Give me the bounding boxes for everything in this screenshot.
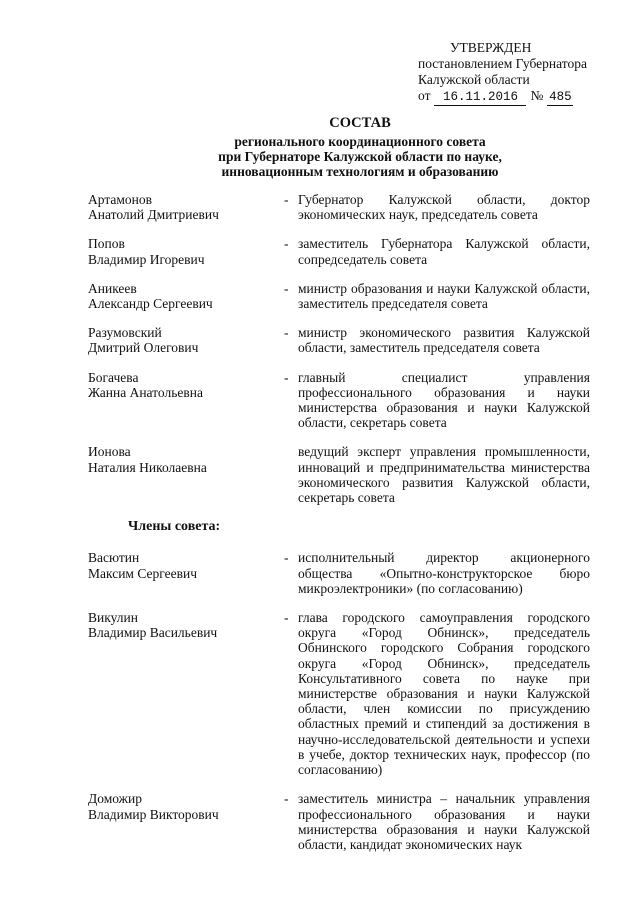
roster-row xyxy=(88,550,598,596)
person-name xyxy=(88,236,284,266)
given-names: Жанна Анатольевна xyxy=(88,384,203,400)
decree-date: 16.11.2016 xyxy=(434,89,526,106)
number-label: № xyxy=(530,88,544,103)
person-role: заместитель Губернатора Калужской области, сопредседатель совета xyxy=(298,236,590,267)
person-role: министр образования и науки Калужской области, заместитель председателя совета xyxy=(298,280,590,312)
roster-row xyxy=(88,370,598,431)
document-title xyxy=(160,116,560,179)
surname: Ионова xyxy=(88,444,131,460)
approval-stamp: УТВЕРЖДЕН xyxy=(450,40,532,55)
person-name xyxy=(88,791,284,852)
surname: Разумовский xyxy=(88,325,162,341)
dash-separator: - xyxy=(284,192,289,207)
surname: Попов xyxy=(88,236,125,252)
given-names: Наталия Николаевна xyxy=(88,459,207,475)
surname: Артамонов xyxy=(88,192,153,207)
person-role: ведущий эксперт управления промышленности, инноваций и предпринимательства министерства экономического развития Калужской области, секретарь совета xyxy=(298,444,590,506)
person-name xyxy=(88,325,284,355)
dash-separator: - xyxy=(284,610,289,626)
surname: Доможир xyxy=(88,791,142,807)
roster-row xyxy=(88,610,598,777)
person-name xyxy=(88,610,284,777)
given-names: Анатолий Дмитриевич xyxy=(88,207,219,223)
surname: Викулин xyxy=(88,610,138,626)
person-role: Губернатор Калужской области, доктор экономических наук, председатель совета xyxy=(298,192,590,223)
approval-line-2: Калужской области xyxy=(418,72,530,87)
decree-number: 485 xyxy=(549,90,572,104)
council-roster xyxy=(88,192,598,866)
roster-row xyxy=(88,236,598,266)
approval-date-line xyxy=(418,88,618,106)
person-name xyxy=(88,370,284,431)
given-names: Владимир Игоревич xyxy=(88,251,205,267)
roster-row xyxy=(88,192,598,222)
dash-separator: - xyxy=(284,369,289,385)
given-names: Максим Сергеевич xyxy=(88,565,197,581)
dash-separator: - xyxy=(284,236,289,252)
from-label: от xyxy=(418,88,431,103)
given-names: Александр Сергеевич xyxy=(88,296,213,312)
title-main: СОСТАВ xyxy=(329,115,391,131)
given-names: Владимир Викторович xyxy=(88,806,219,822)
title-line-1: регионального координационного совета xyxy=(234,134,486,149)
person-name xyxy=(88,550,284,596)
person-role: заместитель министра – начальник управления профессионального образования и науки министерства образования и науки Калужской области, кандидат экономических наук xyxy=(298,791,590,852)
roster-row xyxy=(88,791,598,852)
person-role: глава городского самоуправления городского округа «Город Обнинск», председатель Обнинского городского Собрания городского округа «Город Обнинск», председатель Консультативного совета по науке при министерстве образования и науки Калужской области, член комиссии по присуждению областных премий и стипендий за достижения в научно-исследовательской деятельности и успехи в учебе, доктор технических наук, профессор (по согласованию) xyxy=(298,610,590,778)
members-heading: Члены совета: xyxy=(128,519,221,535)
person-name xyxy=(88,192,284,222)
person-name xyxy=(88,444,284,505)
roster-row xyxy=(88,325,598,355)
dash-separator: - xyxy=(284,791,289,807)
approval-block xyxy=(418,40,618,106)
roster-row xyxy=(88,444,598,505)
surname: Аникеев xyxy=(88,280,137,296)
dash-separator: - xyxy=(284,550,289,566)
person-role: исполнительный директор акционерного общества «Опытно-конструкторское бюро микроэлектроники» (по согласованию) xyxy=(298,550,590,596)
person-name xyxy=(88,281,284,311)
given-names: Владимир Васильевич xyxy=(88,625,218,641)
dash-separator xyxy=(284,444,298,505)
title-line-3: инновационным технологиям и образованию xyxy=(221,164,499,179)
surname: Васютин xyxy=(88,550,140,566)
roster-row xyxy=(88,281,598,311)
approval-line-1: постановлением Губернатора xyxy=(418,56,587,71)
title-line-2: при Губернаторе Калужской области по науке, xyxy=(218,149,502,164)
person-role: главный специалист управления профессионального образования и науки министерства образования и науки Калужской области, секретарь совета xyxy=(298,369,590,431)
person-role: министр экономического развития Калужской области, заместитель председателя совета xyxy=(298,325,590,356)
given-names: Дмитрий Олегович xyxy=(88,340,199,356)
dash-separator: - xyxy=(284,325,289,341)
surname: Богачева xyxy=(88,369,139,385)
dash-separator: - xyxy=(284,280,289,296)
